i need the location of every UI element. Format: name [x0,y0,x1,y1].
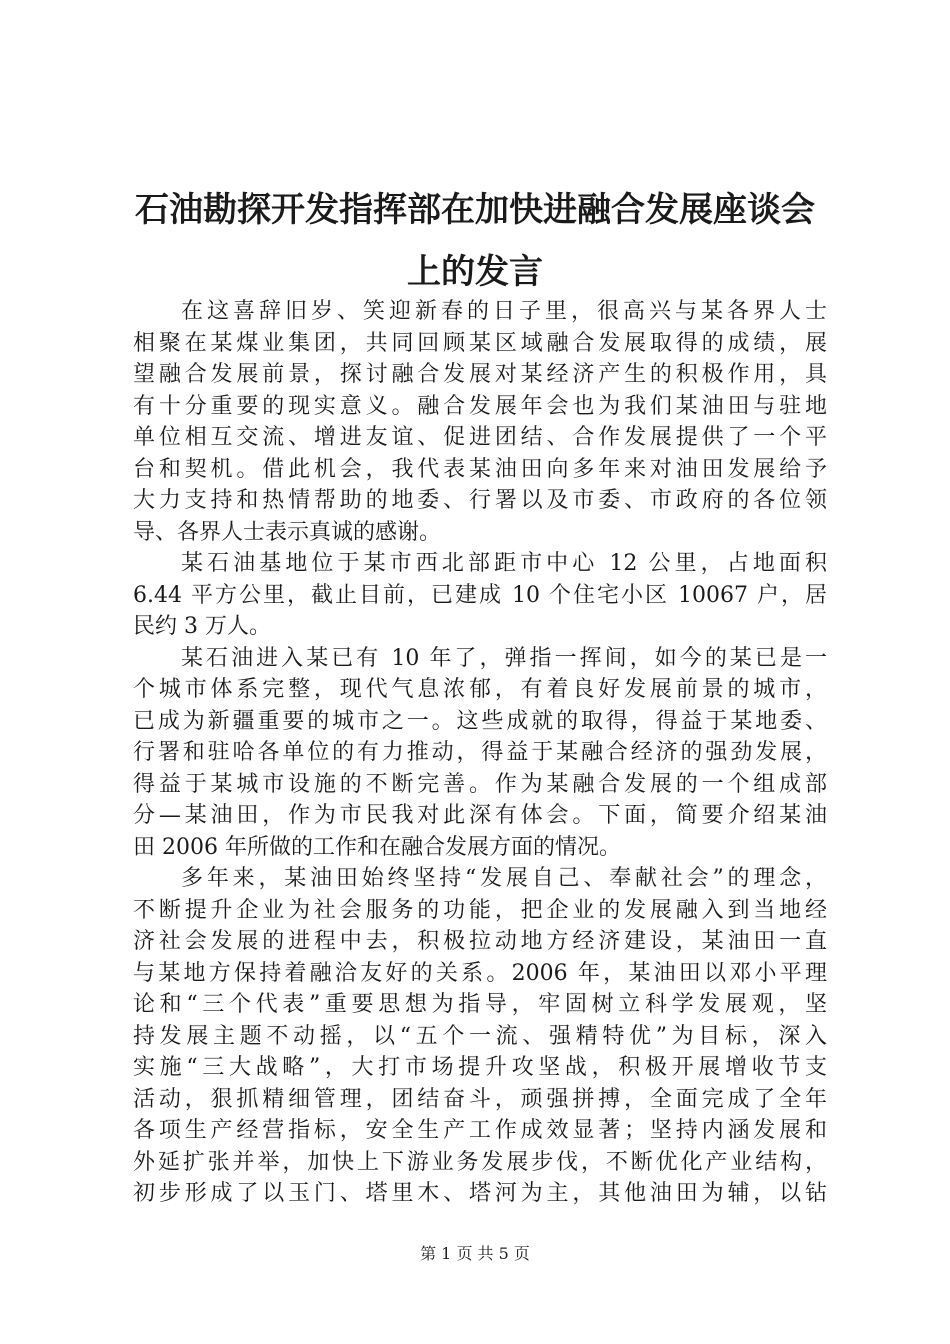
body-paragraph [133,643,827,864]
paragraph-line: 民约 3 万人。 [133,614,271,639]
document-body [133,296,827,1210]
paragraph-line: 有十分重要的现实意义。融合发展年会也为我们某油田与驻地 [133,393,827,419]
paragraph-line: 论和“三个代表”重要思想为指导，牢固树立科学发展观，坚 [133,992,827,1017]
paragraph-line: 大力支持和热情帮助的地委、行署以及市委、市政府的各位领 [133,488,827,513]
paragraph-line: 台和契机。借此机会，我代表某油田向多年来对油田发展给予 [133,456,827,482]
paragraph-line: 外延扩张并举，加快上下游业务发展步伐，不断优化产业结构， [133,1149,827,1175]
paragraph-line: 行署和驻哈各单位的有力推动，得益于某融合经济的强劲发展， [133,740,827,765]
paragraph-line: 田 2006 年所做的工作和在融合发展方面的情况。 [133,834,621,860]
body-paragraph [133,863,827,1210]
paragraph-line: 持发展主题不动摇，以“五个一流、强精特优”为目标，深入 [133,1023,827,1049]
paragraph-line: 在这喜辞旧岁、笑迎新春的日子里，很高兴与某各界人士 [181,299,827,324]
paragraph-line: 与某地方保持着融洽友好的关系。2006 年，某油田以邓小平理 [133,960,827,986]
paragraph-line: 已成为新疆重要的城市之一。这些成就的取得，得益于某地委、 [133,708,827,734]
paragraph-line: 单位相互交流、增进友谊、促进团结、合作发展提供了一个平 [133,425,827,450]
paragraph-line: 6.44 平方公里，截止目前，已建成 10 个住宅小区 10067 户，居 [133,582,827,608]
document-title-line-1: 石油勘探开发指挥部在加快进融合发展座谈会 [135,190,815,230]
page-footer: 第 1 页 共 5 页 [420,1244,530,1263]
paragraph-line: 某石油进入某已有 10 年了，弹指一挥间，如今的某已是一 [181,645,827,671]
body-paragraph [133,548,827,643]
paragraph-line: 个城市体系完整，现代气息浓郁，有着良好发展前景的城市， [133,677,827,702]
paragraph-line: 活动，狠抓精细管理，团结奋斗，顽强拼搏，全面完成了全年 [133,1086,827,1112]
paragraph-line: 济社会发展的进程中去，积极拉动地方经济建设，某油田一直 [133,929,827,954]
paragraph-line: 相聚在某煤业集团，共同回顾某区域融合发展取得的成绩，展 [133,330,827,356]
paragraph-line: 各项生产经营指标，安全生产工作成效显著；坚持内涵发展和 [133,1118,827,1143]
paragraph-line: 望融合发展前景，探讨融合发展对某经济产生的积极作用，具 [133,362,827,387]
body-paragraph [133,296,827,548]
paragraph-line: 得益于某城市设施的不断完善。作为某融合发展的一个组成部 [133,771,827,797]
paragraph-line: 导、各界人士表示真诚的感谢。 [133,519,442,545]
paragraph-line: 初步形成了以玉门、塔里木、塔河为主，其他油田为辅，以钻 [133,1181,827,1206]
document-title-line-2: 上的发言 [407,252,543,292]
paragraph-line: 不断提升企业为社会服务的功能，把企业的发展融入到当地经 [133,897,827,923]
paragraph-line: 某石油基地位于某市西北部距市中心 12 公里，占地面积 [181,551,827,576]
paragraph-line: 实施“三大战略”，大打市场提升攻坚战，积极开展增收节支 [133,1055,827,1080]
paragraph-line: 多年来，某油田始终坚持“发展自己、奉献社会”的理念， [181,866,827,891]
paragraph-line: 分—某油田，作为市民我对此深有体会。下面，简要介绍某油 [133,803,827,828]
